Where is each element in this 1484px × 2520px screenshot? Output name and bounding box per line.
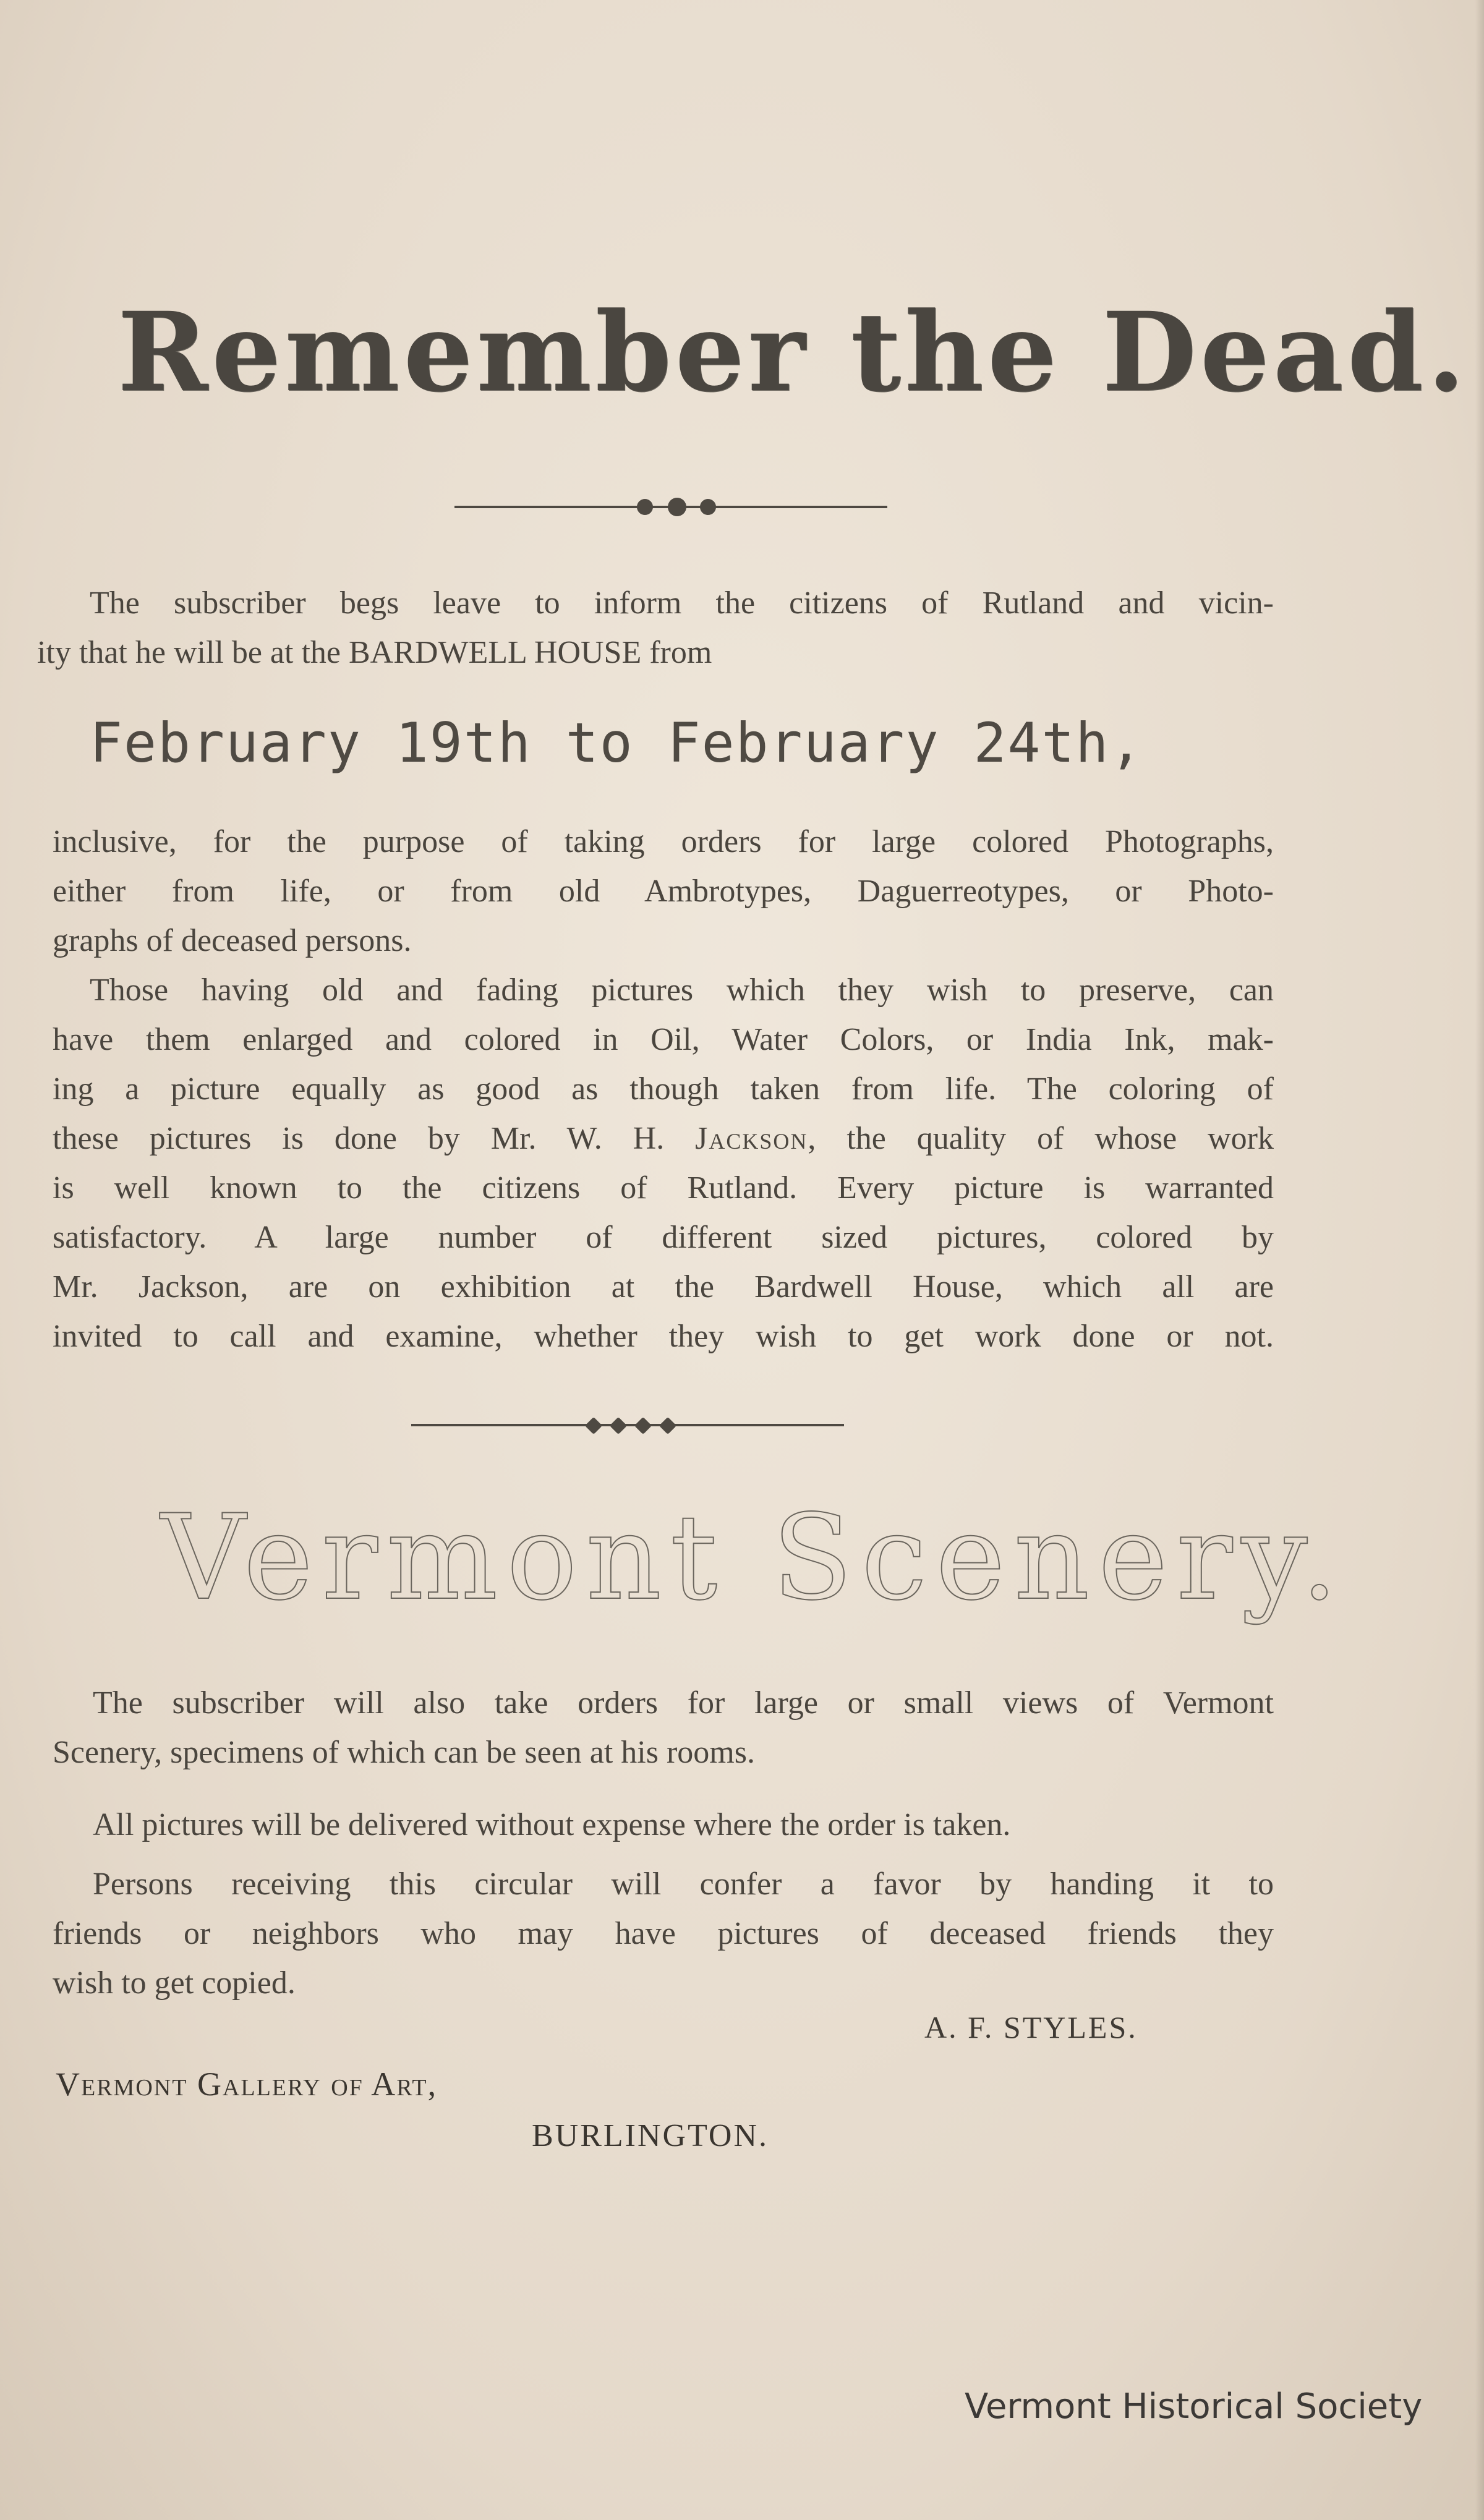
title-vermont-scenery: Vermont Scenery. <box>161 1489 1347 1626</box>
city-burlington: BURLINGTON. <box>532 2118 769 2153</box>
paragraph-fading-line-7: Mr. Jackson, are on exhibition at the Bardwell House, which all are <box>53 1269 1274 1305</box>
paragraph-vermont-views <box>53 1679 1274 1777</box>
paragraph-fading-line-8: invited to call and examine, whether they wish to get work done or not. <box>53 1319 1274 1354</box>
gallery-name: Vermont Gallery of Art, <box>56 2066 438 2103</box>
jackson-name: Jackson <box>695 1121 808 1156</box>
date-range: February 19th to February 24th, <box>90 711 1144 775</box>
paragraph-orders-line-1: inclusive, for the purpose of taking orders for large colored Photographs, <box>53 824 1274 859</box>
paragraph-fading-line-1: Those having old and fading pictures which they wish to preserve, can <box>90 973 1274 1008</box>
intro-line-1: The subscriber begs leave to inform the citizens of Rutland and vicin- <box>90 585 1274 621</box>
paragraph-fading-pictures <box>53 966 1274 1361</box>
paragraph-fading-line-3: ing a picture equally as good as though taken from life. The coloring of <box>53 1071 1274 1107</box>
paragraph-fading-line-5: is well known to the citizens of Rutland. Every picture is warranted <box>53 1170 1274 1206</box>
paragraph-fading-line-2: have them enlarged and colored in Oil, Water Colors, or India Ink, mak- <box>53 1022 1274 1057</box>
paragraph-fading-line-6: satisfactory. A large number of different sized pictures, colored by <box>53 1220 1274 1255</box>
paragraph-favor-line-3: wish to get copied. <box>53 1965 296 2001</box>
paragraph-orders <box>53 817 1274 966</box>
paper-edge-shadow <box>1475 0 1484 2520</box>
paragraph-circular-favor <box>53 1860 1274 2008</box>
signature-styles: A. F. STYLES. <box>924 2010 1138 2045</box>
paragraph-orders-line-2: either from life, or from old Ambrotypes, Daguerreotypes, or Photo- <box>53 874 1274 909</box>
title-remember-the-dead: Remember the Dead. <box>117 288 1469 416</box>
paragraph-views-line-1: The subscriber will also take orders for large or small views of Vermont <box>93 1685 1274 1721</box>
paragraph-favor-line-1: Persons receiving this circular will confer a favor by handing it to <box>93 1867 1274 1902</box>
paragraph-orders-line-3: graphs of deceased persons. <box>53 923 412 958</box>
paragraph-views-line-2: Scenery, specimens of which can be seen at his rooms. <box>53 1735 755 1770</box>
paragraph-favor-line-2: friends or neighbors who may have pictures of deceased friends they <box>53 1916 1274 1951</box>
paragraph-fading-line-4: these pictures is done by Mr. W. H. Jackson, the quality of whose work <box>53 1121 1274 1156</box>
watermark-vermont-historical-society: Vermont Historical Society <box>965 2386 1423 2427</box>
intro-paragraph <box>37 579 1274 678</box>
paragraph-delivery: All pictures will be delivered without expense where the order is taken. <box>93 1807 1011 1842</box>
intro-line-2: ity that he will be at the BARDWELL HOUSE from <box>37 635 712 670</box>
